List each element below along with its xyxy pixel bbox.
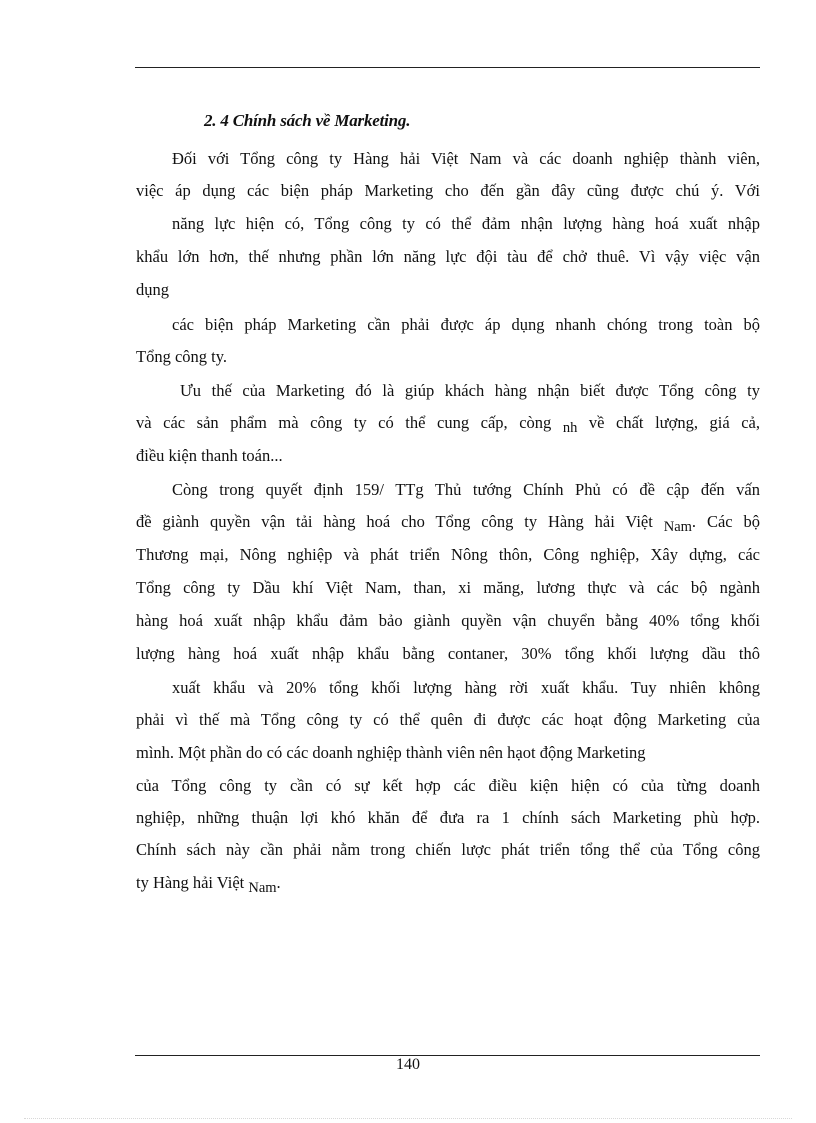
line-text-lowered: nh (562, 420, 578, 436)
paragraph-line: xuất khẩu và 20% tổng khối lượng hàng rời xuất khẩu. Tuy nhiên không (172, 678, 760, 697)
page-bottom-edge (24, 1118, 792, 1119)
line-text: . (276, 873, 281, 892)
section-heading: 2. 4 Chính sách về Marketing. (204, 111, 411, 130)
paragraph-line: nghiệp, những thuận lợi khó khăn để đưa ra 1 chính sách Marketing phù hợp. (136, 808, 760, 827)
line-text: và các sản phẩm mà công ty có thể cung cấp, còng (136, 413, 552, 432)
paragraph-line: hàng hoá xuất nhập khẩu đảm bảo giành quyền vận chuyển bằng 40% tổng khối (136, 611, 760, 630)
page-number: 140 (396, 1056, 420, 1073)
paragraph-line: Thương mại, Nông nghiệp và phát triển Nông thôn, Công nghiệp, Xây dựng, các (136, 545, 760, 564)
paragraph-line: của Tổng công ty cần có sự kết hợp các điều kiện hiện có của từng doanh (136, 776, 760, 795)
line-text: về chất lượng, giá cả, (577, 413, 760, 432)
line-text: . Các bộ (691, 512, 761, 531)
paragraph-line: Ưu thế của Marketing đó là giúp khách hàng nhận biết được Tổng công ty (180, 381, 760, 400)
header-rule (135, 67, 760, 68)
paragraph-line: Đối với Tổng công ty Hàng hải Việt Nam và các doanh nghiệp thành viên, (172, 149, 760, 168)
line-text: đề giành quyền vận tải hàng hoá cho Tổng công ty Hàng hải Việt (136, 512, 653, 531)
paragraph-line: năng lực hiện có, Tổng công ty có thể đảm nhận lượng hàng hoá xuất nhập (172, 214, 760, 233)
paragraph-line: khẩu lớn hơn, thế nhưng phần lớn năng lực đội tàu để chở thuê. Vì vậy việc vận (136, 247, 760, 266)
paragraph-line: Chính sách này cần phải nằm trong chiến lược phát triển tổng thể của Tổng công (136, 840, 760, 859)
paragraph-line: điều kiện thanh toán... (136, 446, 283, 465)
paragraph-line: lượng hàng hoá xuất nhập khẩu bằng contaner, 30% tổng khối lượng dầu thô (136, 644, 760, 663)
paragraph-line: phải vì thế mà Tổng công ty có thể quên đi được các hoạt động Marketing của (136, 710, 760, 729)
paragraph-line: dụng (136, 280, 169, 299)
line-text-lowered: Nam (663, 519, 692, 535)
paragraph-line (136, 510, 760, 534)
paragraph-line: việc áp dụng các biện pháp Marketing cho đến gần đây cũng được chú ý. Với (136, 181, 760, 200)
paragraph-line (136, 411, 760, 435)
line-text: ty Hàng hải Việt (136, 873, 245, 892)
paragraph-line: Còng trong quyết định 159/ TTg Thủ tướng Chính Phủ có đề cập đến vấn (172, 480, 760, 499)
line-text-lowered: Nam (248, 880, 277, 896)
paragraph-line: Tổng công ty Dầu khí Việt Nam, than, xi măng, lương thực và các bộ ngành (136, 578, 760, 597)
paragraph-line (136, 871, 760, 895)
paragraph-line: Tổng công ty. (136, 347, 228, 366)
paragraph-line: mình. Một phần do có các doanh nghiệp thành viên nên hạot động Marketing (136, 743, 646, 762)
paragraph-line: các biện pháp Marketing cần phải được áp dụng nhanh chóng trong toàn bộ (172, 315, 760, 334)
